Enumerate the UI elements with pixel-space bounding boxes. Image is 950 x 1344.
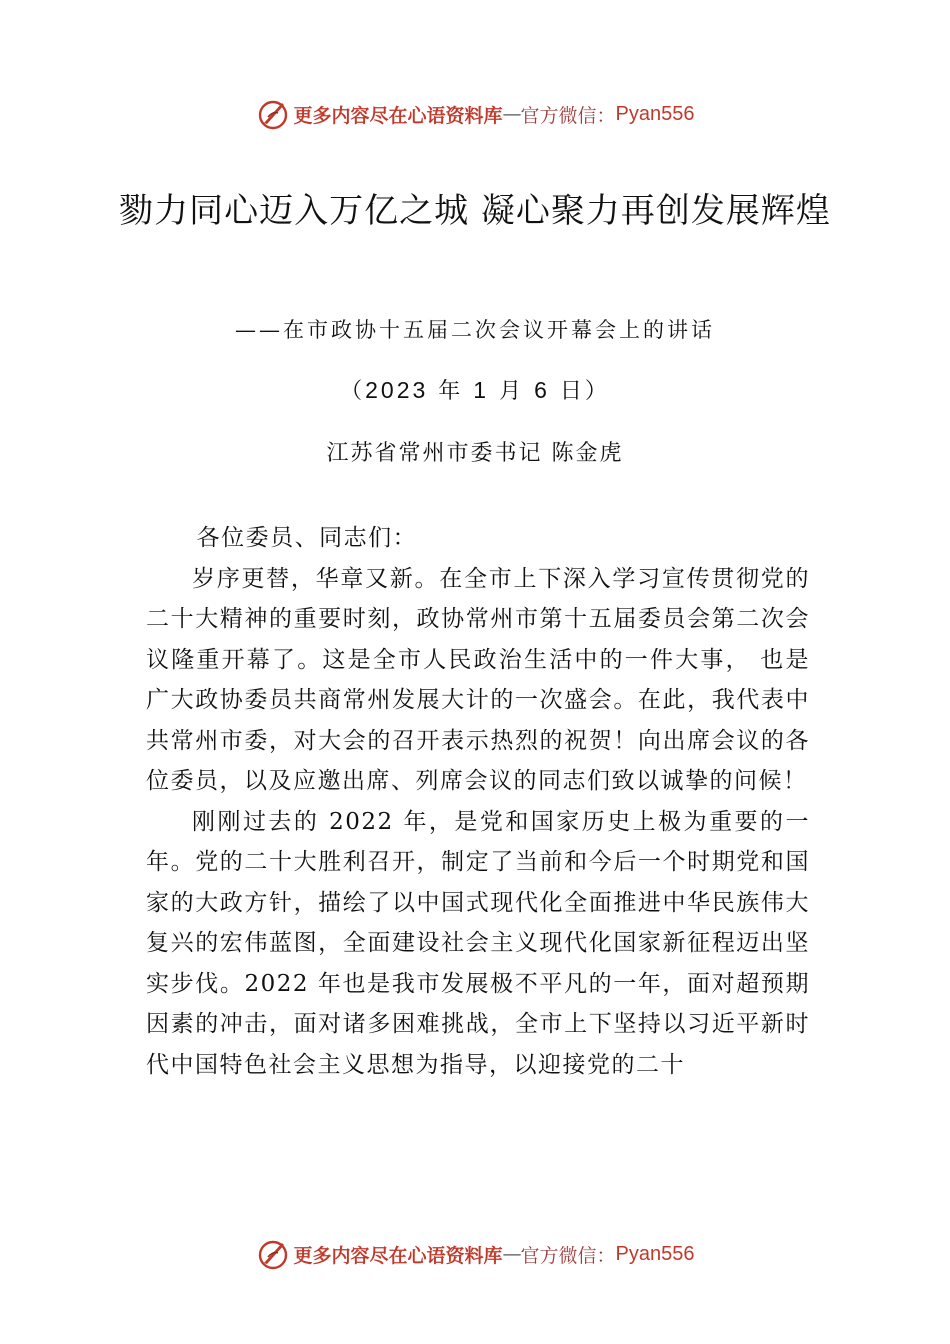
banner-wechat-id: Pyan556 [615,102,695,125]
date-month: 1 [473,377,490,403]
document-date [0,374,950,405]
date-month-unit: 月 [489,379,535,404]
banner-wechat-label: 官方微信： [520,104,616,127]
banner-wechat-id: Pyan556 [615,1242,695,1265]
date-day-unit: 日 [549,379,585,404]
banner-brand-text: 更多内容尽在心语资料库 [293,1244,503,1267]
document-author: 江苏省常州市委书记 陈金虎 [326,441,624,466]
banner-separator: — [502,1243,521,1265]
quill-seal-icon [256,1237,290,1271]
document-body [146,518,810,1085]
date-year: 2023 [365,377,429,403]
paragraph-review-2022: 刚刚过去的 2022 年，是党和国家历史上极为重要的一年。党的二十大胜利召开，制定了当前和今后一个时期党和国家的大政方针，描绘了以中国式现代化全面推进中华民族伟大复兴的宏伟蓝图，全面建设社会主义现代化国家新征程迈出坚实步伐。2022 年也是我市发展极不平凡的一年，面对超预期因素的冲击，面对诸多困难挑战，全市上下坚持以习近平新时代中国特色社会主义思想为指导，以迎接党的二十 [146,808,810,1078]
quill-seal-icon [256,97,290,131]
banner-separator: — [502,103,521,125]
banner-wechat-label: 官方微信： [520,1244,616,1267]
header-watermark-banner [0,94,950,134]
document-title: 勠力同心迈入万亿之城 凝心聚力再创发展辉煌 [119,191,831,231]
date-close-paren: ） [584,379,610,404]
date-open-paren: （ [340,379,366,404]
footer-watermark-banner [0,1234,950,1274]
paragraph-opening: 岁序更替，华章又新。在全市上下深入学习宣传贯彻党的二十大精神的重要时刻，政协常州市第十五届委员会第二次会议隆重开幕了。这是全市人民政治生活中的一件大事， 也是广大政协委员共商常州发展大计的一次盛会。在此，我代表中共常州市委，对大会的召开表示热烈的祝贺！向出席会议的各位委员，以及应邀出席、列席会议的同志们致以诚挚的问候！ [146,565,810,794]
date-year-unit: 年 [428,379,474,404]
banner-brand-text: 更多内容尽在心语资料库 [293,104,503,127]
document-subtitle: ——在市政协十五届二次会议开幕会上的讲话 [235,318,715,342]
date-day: 6 [534,377,550,403]
paragraph-salutation: 各位委员、同志们： [196,525,418,551]
